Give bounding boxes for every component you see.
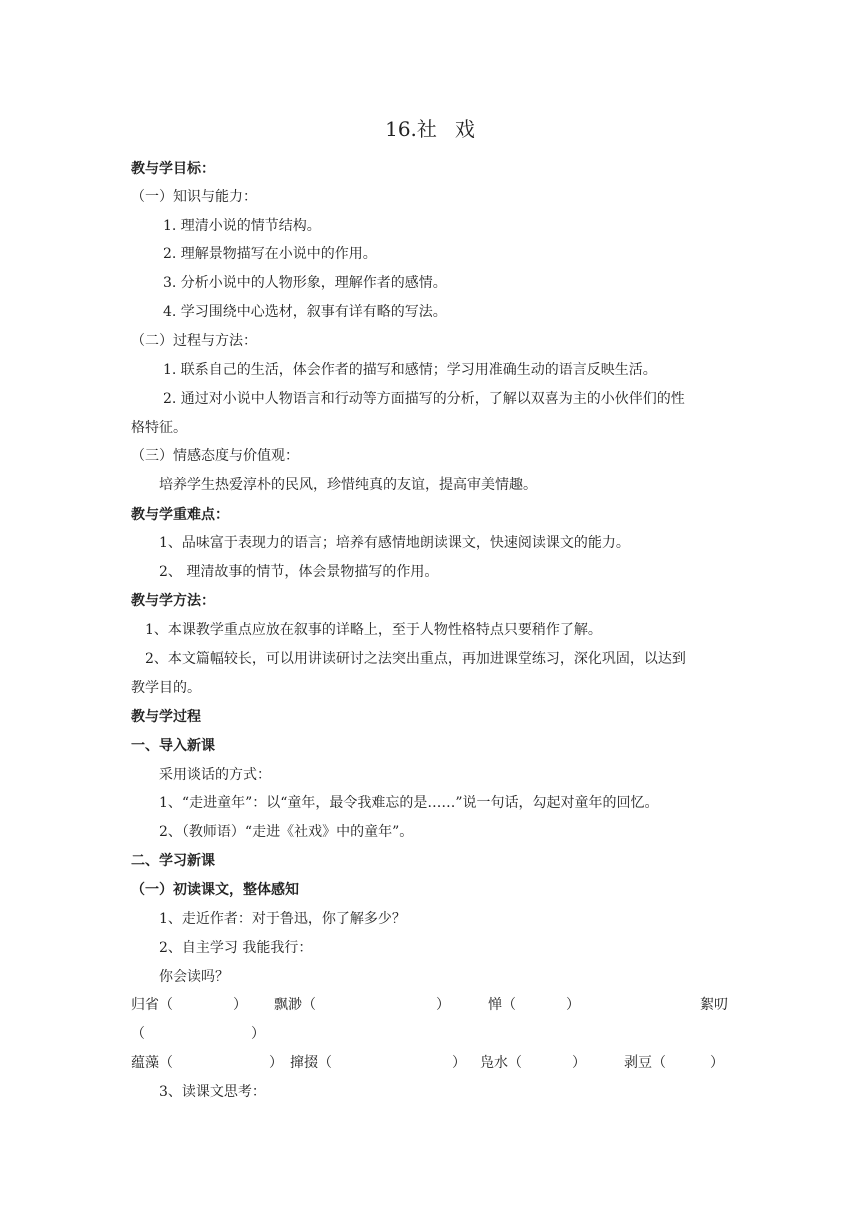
word-blank: 凫水（ ） <box>480 1055 586 1071</box>
word-blank <box>700 995 728 1015</box>
section-process-heading: （二）过程与方法： <box>131 333 257 349</box>
part2-item-3: 3、读课文思考： <box>159 1084 266 1100</box>
knowledge-item-4: 4. 学习围绕中心选材，叙事有详有略的写法。 <box>163 304 447 320</box>
part2-question: 你会读吗？ <box>159 969 229 985</box>
methods-item-2-line-1: 2、本文篇幅较长，可以用讲读研讨之法突出重点，再加进课堂练习，深化巩固，以达到 <box>145 651 686 667</box>
word-label: 蕴藻 <box>131 1055 159 1071</box>
part2-heading: 二、学习新课 <box>131 853 215 869</box>
part1-item-2: 2、（教师语）“走进《社戏》中的童年”。 <box>159 824 414 840</box>
section-attitude-heading: （三）情感态度与价值观： <box>131 448 299 464</box>
process-item-2-line-1: 2. 通过对小说中人物语言和行动等方面描写的分析，了解以双喜为主的小伙伴们的性 <box>163 391 685 407</box>
word-blank-continuation: （ ） <box>131 1026 265 1042</box>
word-label: 归省 <box>131 997 159 1013</box>
word-label: 撺掇 <box>290 1055 318 1071</box>
word-label: 絮叨 <box>700 997 728 1013</box>
word-label: 飘渺 <box>274 997 302 1013</box>
part1-heading: 一、导入新课 <box>131 738 215 754</box>
part2-item-1: 1、走近作者：对于鲁迅，你了解多少？ <box>159 911 406 927</box>
word-blank: 飘渺（ ） <box>274 997 450 1013</box>
process-main-heading: 教与学过程 <box>131 709 201 725</box>
methods-item-1: 1、本课教学重点应放在叙事的详略上，至于人物性格特点只要稍作了解。 <box>145 622 602 638</box>
part1-item-1: 1、“走进童年”：以“童年，最令我难忘的是……”说一句话，勾起对童年的回忆。 <box>159 795 659 811</box>
methods-item-2-line-2: 教学目的。 <box>131 680 201 696</box>
knowledge-item-1: 1. 理清小说的情节结构。 <box>163 218 321 234</box>
keypoints-item-1: 1、品味富于表现力的语言；培养有感情地朗读课文，快速阅读课文的能力。 <box>159 535 630 551</box>
process-item-2-line-2: 格特征。 <box>131 420 187 436</box>
word-blank: 归省（ ） <box>131 997 247 1013</box>
part2-item-2: 2、自主学习 我能我行： <box>159 940 313 956</box>
keypoints-item-2: 2、 理清故事的情节，体会景物描写的作用。 <box>159 564 439 580</box>
word-label: 剥豆 <box>624 1055 652 1071</box>
goals-heading: 教与学目标： <box>131 161 215 177</box>
section-knowledge-heading: （一）知识与能力： <box>131 189 257 205</box>
title-char: 戏 <box>454 117 475 141</box>
title-number: 16.社 <box>385 117 437 141</box>
word-label: 惮 <box>488 997 502 1013</box>
keypoints-heading: 教与学重难点： <box>131 507 229 523</box>
methods-heading: 教与学方法： <box>131 593 215 609</box>
word-blank: 蕴藻（ ） <box>131 1055 283 1071</box>
knowledge-item-2: 2. 理解景物描写在小说中的作用。 <box>163 246 377 262</box>
word-blank: 撺掇（ ） <box>290 1055 466 1071</box>
word-blank: 惮（ ） <box>488 997 580 1013</box>
knowledge-item-3: 3. 分析小说中的人物形象，理解作者的感情。 <box>163 275 447 291</box>
attitude-text: 培养学生热爱淳朴的民风，珍惜纯真的友谊，提高审美情趣。 <box>159 477 537 493</box>
word-blank: 剥豆（ ） <box>624 1055 724 1071</box>
part2-sub1-heading: （一）初读课文，整体感知 <box>131 882 299 898</box>
page-title <box>0 116 860 142</box>
part1-intro: 采用谈话的方式： <box>159 767 271 783</box>
word-label: 凫水 <box>480 1055 508 1071</box>
process-item-1: 1. 联系自己的生活，体会作者的描写和感情；学习用准确生动的语言反映生活。 <box>163 362 657 378</box>
